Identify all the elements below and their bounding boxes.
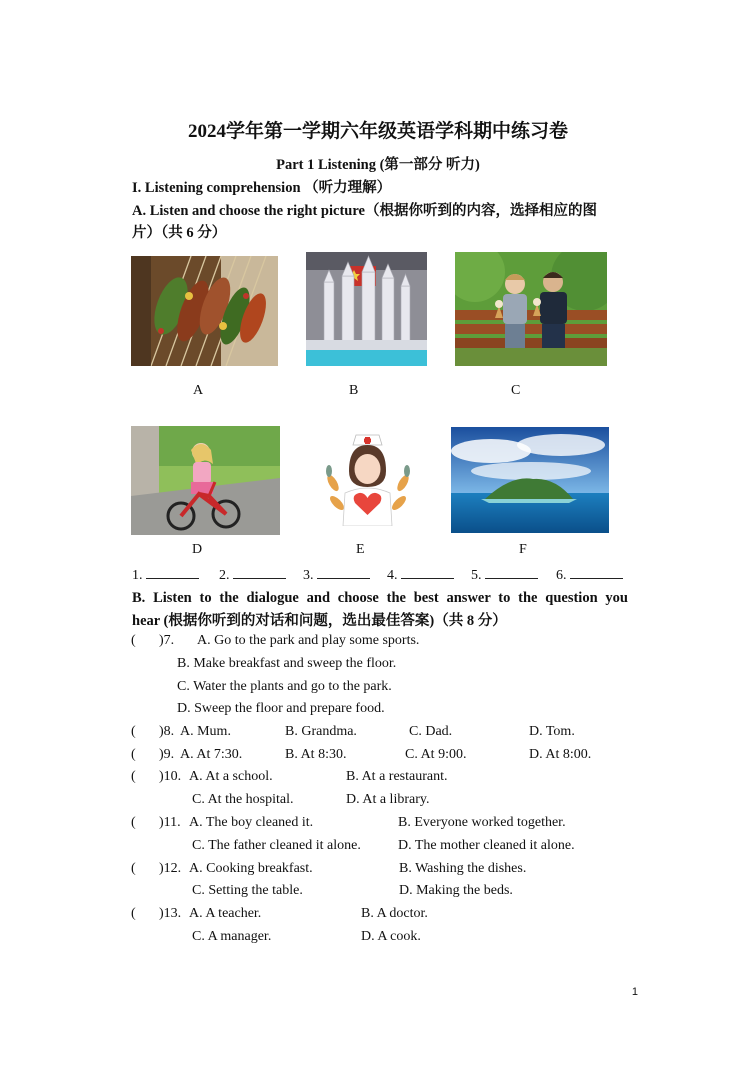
question-8-option-d: D. Tom. bbox=[529, 724, 575, 739]
question-11-option-c: C. The father cleaned it alone. bbox=[192, 838, 361, 853]
question-9-number: )9. bbox=[159, 747, 175, 762]
section-a-heading-line2: 片）（共 6 分） bbox=[132, 225, 227, 241]
picture-f bbox=[451, 427, 609, 533]
question-9-option-a: A. At 7:30. bbox=[180, 747, 243, 762]
boys-ice-cream-photo-icon bbox=[455, 252, 607, 366]
question-9-option-d: D. At 8:00. bbox=[529, 747, 592, 762]
page-number: 1 bbox=[631, 986, 638, 998]
question-12-option-c: C. Setting the table. bbox=[192, 883, 303, 898]
question-7-option-b: B. Make breakfast and sweep the floor. bbox=[177, 656, 397, 671]
question-9-option-b: B. At 8:30. bbox=[285, 747, 347, 762]
question-8-paren[interactable]: ( bbox=[131, 724, 136, 739]
question-7-paren[interactable]: ( bbox=[131, 633, 136, 648]
part-heading: Part 1 Listening (第一部分 听力) bbox=[276, 157, 480, 173]
question-13-option-b: B. A doctor. bbox=[361, 906, 428, 921]
answer-4[interactable]: 4. bbox=[387, 565, 454, 584]
picture-e-letter: E bbox=[356, 542, 365, 557]
question-10-number: )10. bbox=[159, 769, 182, 784]
question-8-option-a: A. Mum. bbox=[180, 724, 231, 739]
answer-blank-4[interactable] bbox=[401, 565, 454, 579]
page-title: 2024学年第一学期六年级英语学科期中练习卷 bbox=[187, 121, 568, 142]
picture-c-letter: C bbox=[511, 383, 521, 398]
picture-b-letter: B bbox=[349, 383, 359, 398]
picture-f-letter: F bbox=[519, 542, 527, 557]
answer-1[interactable]: 1. bbox=[132, 565, 199, 584]
question-9-option-c: C. At 9:00. bbox=[405, 747, 467, 762]
answer-blank-3[interactable] bbox=[317, 565, 370, 579]
answer-2[interactable]: 2. bbox=[219, 565, 286, 584]
picture-a bbox=[131, 256, 278, 366]
question-12-option-d: D. Making the beds. bbox=[399, 883, 513, 898]
picture-b bbox=[306, 252, 427, 366]
question-13-number: )13. bbox=[159, 906, 182, 921]
question-7-option-d: D. Sweep the floor and prepare food. bbox=[177, 701, 385, 716]
question-10-paren[interactable]: ( bbox=[131, 769, 136, 784]
question-7-option-a: A. Go to the park and play some sports. bbox=[197, 633, 420, 648]
answer-blank-1[interactable] bbox=[146, 565, 199, 579]
picture-c bbox=[455, 252, 607, 366]
question-11-number: )11. bbox=[159, 815, 181, 830]
question-11-paren[interactable]: ( bbox=[131, 815, 136, 830]
answer-blank-5[interactable] bbox=[485, 565, 538, 579]
answer-6[interactable]: 6. bbox=[556, 565, 623, 584]
question-8-option-b: B. Grandma. bbox=[285, 724, 357, 739]
question-10-option-a: A. At a school. bbox=[189, 769, 273, 784]
section-b-heading-line1: B. Listen to the dialogue and choose the best answer to the question you bbox=[132, 590, 628, 606]
question-13-option-a: A. A teacher. bbox=[189, 906, 262, 921]
question-10-option-b: B. At a restaurant. bbox=[346, 769, 448, 784]
question-8-number: )8. bbox=[159, 724, 175, 739]
section-a-heading-line1: A. Listen and choose the right picture（根据你听到的内容，选择相应的图 bbox=[132, 203, 597, 219]
question-11-option-a: A. The boy cleaned it. bbox=[189, 815, 314, 830]
question-12-option-b: B. Washing the dishes. bbox=[399, 861, 527, 876]
question-10-option-c: C. At the hospital. bbox=[192, 792, 294, 807]
question-13-option-d: D. A cook. bbox=[361, 929, 421, 944]
island-sea-photo-icon bbox=[451, 427, 609, 533]
nurse-heart-illustration-icon bbox=[323, 431, 412, 526]
picture-e bbox=[323, 431, 412, 526]
answer-blank-6[interactable] bbox=[570, 565, 623, 579]
picture-a-letter: A bbox=[193, 383, 204, 398]
answer-5[interactable]: 5. bbox=[471, 565, 538, 584]
question-7-option-c: C. Water the plants and go to the park. bbox=[177, 679, 392, 694]
question-7-number: )7. bbox=[159, 633, 175, 648]
skewers-photo-icon bbox=[131, 256, 278, 366]
question-13-paren[interactable]: ( bbox=[131, 906, 136, 921]
question-12-number: )12. bbox=[159, 861, 182, 876]
answer-3[interactable]: 3. bbox=[303, 565, 370, 584]
question-12-paren[interactable]: ( bbox=[131, 861, 136, 876]
girl-bicycle-photo-icon bbox=[131, 426, 280, 535]
section-b-heading-line2: hear (根据你听到的对话和问题，选出最佳答案)（共 8 分） bbox=[132, 613, 507, 629]
question-9-paren[interactable]: ( bbox=[131, 747, 136, 762]
question-11-option-b: B. Everyone worked together. bbox=[398, 815, 566, 830]
question-11-option-d: D. The mother cleaned it alone. bbox=[398, 838, 575, 853]
picture-d bbox=[131, 426, 280, 535]
picture-d-letter: D bbox=[192, 542, 203, 557]
answer-blank-2[interactable] bbox=[233, 565, 286, 579]
question-10-option-d: D. At a library. bbox=[346, 792, 430, 807]
section-i-heading: I. Listening comprehension （听力理解） bbox=[132, 180, 392, 196]
question-13-option-c: C. A manager. bbox=[192, 929, 272, 944]
question-8-option-c: C. Dad. bbox=[409, 724, 453, 739]
question-12-option-a: A. Cooking breakfast. bbox=[189, 861, 313, 876]
rocket-model-photo-icon bbox=[306, 252, 427, 366]
